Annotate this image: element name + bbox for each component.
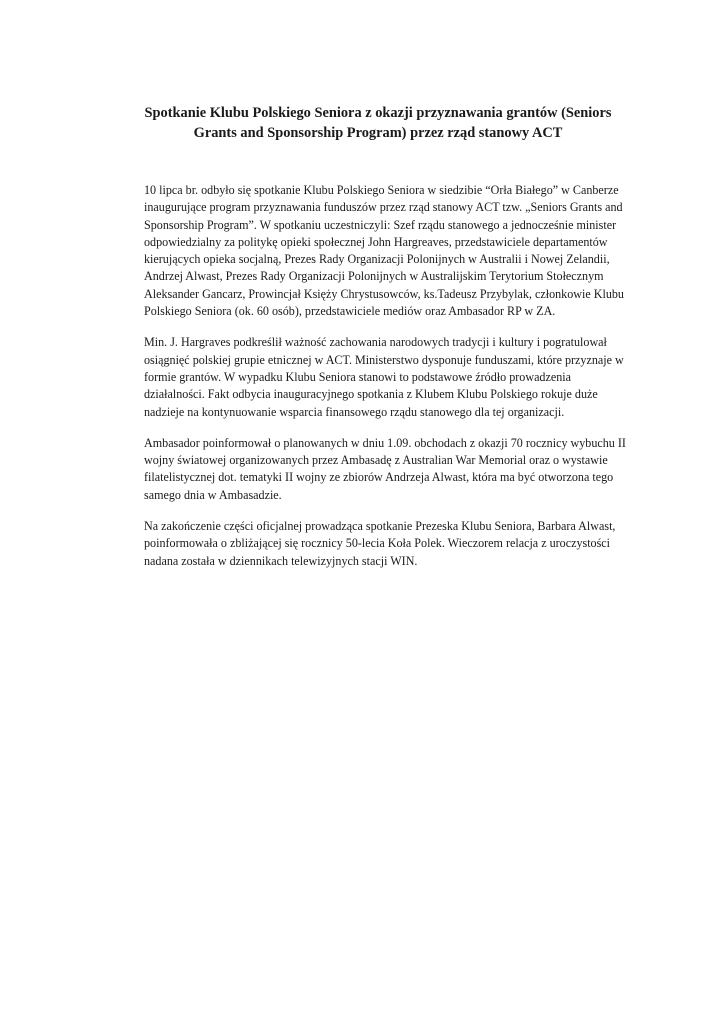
paragraph-closing: Na zakończenie części oficjalnej prowadząca spotkanie Prezeska Klubu Seniora, Barbara Alwast, poinformowała o zbliżającej się rocznicy 50-lecia Koła Polek. Wieczorem relacja z uroczystości nadana została w dziennikach telewizyjnych stacji WIN. [144,519,616,568]
paragraph-meeting-summary: 10 lipca br. odbyło się spotkanie Klubu Polskiego Seniora w siedzibie “Orła Białego” w Canberze inaugurujące program przyznawania funduszów przez rząd stanowy ACT tzw. „Seniors Grants and Sponsorship Program”. W spotkaniu uczestniczyli: Szef rządu stanowego a jednocześnie minister odpowiedzialny za politykę opieki społecznej John Hargreaves, przedstawiciele departamentów kierujących opieka socjalną, Prezes Rady Organizacji Polonijnych w Australii i Nowej Zelandii, Andrzej Alwast, Prezes Rady Organizacji Polonijnych w Australijskim Terytorium Stołecznym Aleksander Gancarz, Prowincjał Księży Chrystusowców, ks.Tadeusz Przybylak, członkowie Klubu Polskiego Seniora (ok. 60 osób), przedstawiciele mediów oraz Ambasador RP w ZA. [144,183,624,319]
document-title: Spotkanie Klubu Polskiego Seniora z okazji przyznawania grantów (Seniors Grants and Sponsorship Program) przez rząd stanowy ACT [144,105,612,141]
paragraph-ambassador-announcement: Ambasador poinformował o planowanych w dniu 1.09. obchodach z okazji 70 rocznicy wybuchu II wojny światowej organizowanych przez Ambasadę z Australian War Memorial oraz o wystawie filatelistycznej dot. tematyki II wojny ze zbiorów Andrzeja Alwast, która ma być otworzona tego samego dnia w Ambasadzie. [144,435,626,502]
paragraph-minister-remarks: Min. J. Hargraves podkreślił ważność zachowania narodowych tradycji i kultury i pogratulował osiągnięć polskiej grupie etnicznej w ACT. Ministerstwo dysponuje funduszami, które przyznaje w formie grantów. W wypadku Klubu Seniora stanowi to podstawowe źródło prowadzenia działalności. Fakt odbycia inauguracyjnego spotkania z Klubem Klubu Polskiego rokuje duże nadzieje na kontynuowanie wsparcia finansowego rządu stanowego dla tej organizacji. [144,335,624,419]
document-body [144,182,632,584]
